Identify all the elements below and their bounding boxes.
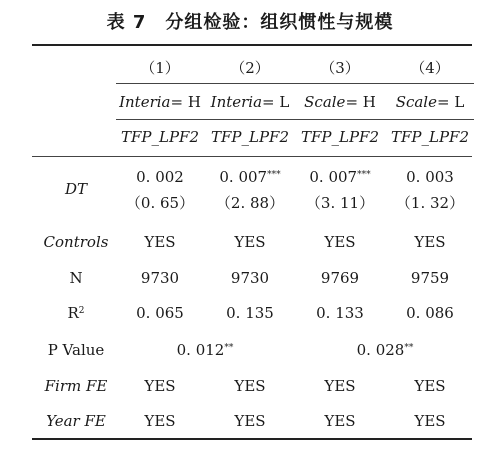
controls-2: YES — [234, 233, 266, 251]
dt-coef-3: 0. 007*** — [309, 168, 371, 186]
r2-3: 0. 133 — [316, 304, 364, 322]
bottom-rule — [32, 438, 472, 440]
year-fe-1: YES — [144, 412, 176, 430]
row-label-pvalue: P Value — [47, 341, 105, 359]
col-dep-4: TFP_LPF2 — [390, 128, 469, 146]
dt-tstat-3: （3. 11） — [305, 194, 375, 212]
dt-coef-2: 0. 007*** — [219, 168, 281, 186]
dt-tstat-1: （0. 65） — [125, 194, 195, 212]
col-num-1: （1） — [140, 59, 180, 77]
controls-3: YES — [324, 233, 356, 251]
r2-1: 0. 065 — [136, 304, 184, 322]
dt-tstat-2: （2. 88） — [215, 194, 285, 212]
row-label-r2: $R^2$ — [67, 304, 85, 322]
controls-1: YES — [144, 233, 176, 251]
firm-fe-3: YES — [324, 377, 356, 395]
col-group-2: Interia= L — [210, 93, 290, 111]
n-2: 9730 — [230, 269, 270, 287]
col-group-4: Scale= L — [395, 93, 465, 111]
col-num-4: （4） — [410, 59, 450, 77]
header-subrule-1 — [116, 83, 474, 84]
r2-4: 0. 086 — [406, 304, 454, 322]
firm-fe-4: YES — [414, 377, 446, 395]
firm-fe-1: YES — [144, 377, 176, 395]
row-label-dt: DT — [64, 180, 88, 198]
controls-4: YES — [414, 233, 446, 251]
col-dep-2: TFP_LPF2 — [210, 128, 289, 146]
firm-fe-2: YES — [234, 377, 266, 395]
header-bottom-rule — [32, 156, 472, 157]
r2-2: 0. 135 — [226, 304, 274, 322]
col-dep-3: TFP_LPF2 — [300, 128, 379, 146]
year-fe-4: YES — [414, 412, 446, 430]
table-title: 表 7 分组检验：组织惯性与规模 — [106, 12, 394, 33]
col-group-3: Scale= H — [304, 93, 376, 111]
pvalue-12: 0. 012** — [176, 341, 234, 359]
row-label-n: N — [69, 269, 83, 287]
year-fe-3: YES — [324, 412, 356, 430]
col-group-1: Interia= H — [119, 93, 201, 111]
year-fe-2: YES — [234, 412, 266, 430]
dt-tstat-4: （1. 32） — [395, 194, 465, 212]
row-label-controls: Controls — [43, 233, 109, 251]
dt-coef-1: 0. 002 — [136, 168, 184, 186]
top-rule — [32, 44, 472, 46]
pvalue-34: 0. 028** — [356, 341, 414, 359]
header-subrule-2 — [116, 119, 474, 120]
row-label-year-fe: Year FE — [46, 412, 106, 430]
n-3: 9769 — [320, 269, 360, 287]
n-4: 9759 — [410, 269, 450, 287]
col-num-3: （3） — [320, 59, 360, 77]
n-1: 9730 — [140, 269, 180, 287]
col-dep-1: TFP_LPF2 — [120, 128, 199, 146]
row-label-firm-fe: Firm FE — [44, 377, 108, 395]
dt-coef-4: 0. 003 — [406, 168, 454, 186]
col-num-2: （2） — [230, 59, 270, 77]
